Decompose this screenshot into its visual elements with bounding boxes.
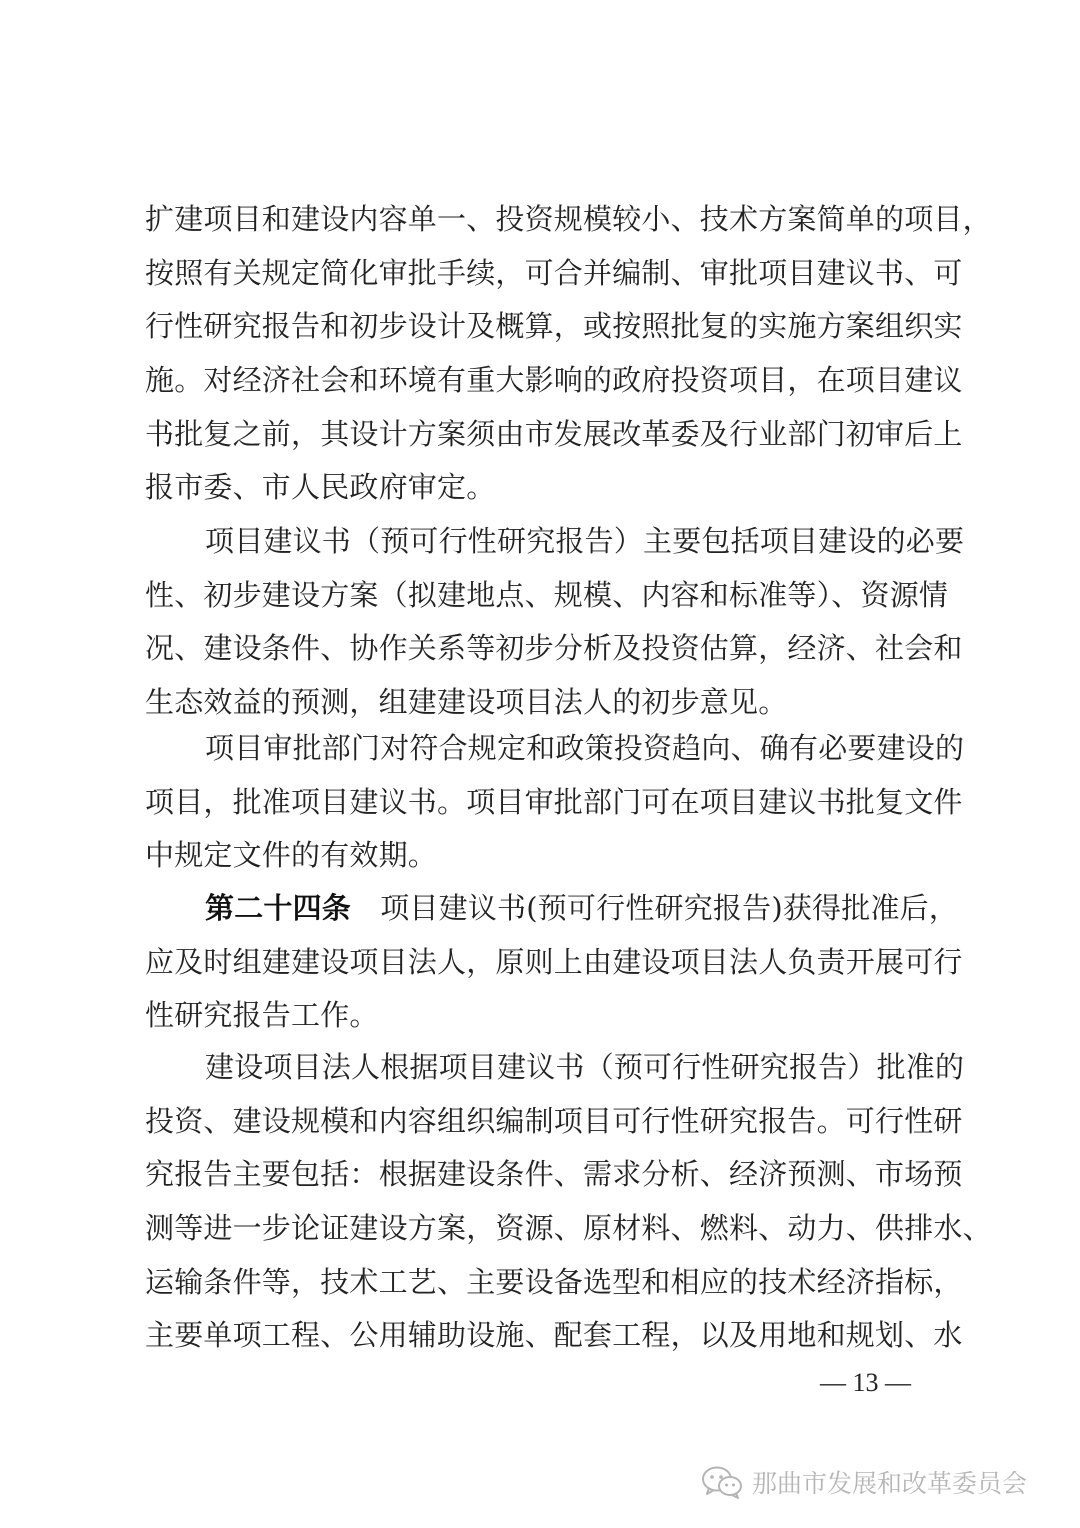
text-line: 施。对经济社会和环境有重大影响的政府投资项目，在项目建议 [145,363,963,398]
text-line: 项目建议书（预可行性研究报告）主要包括项目建设的必要 [205,524,965,558]
text-line [145,882,959,936]
text-line: 项目审批部门对符合规定和政策投资趋向、确有必要建设的 [205,731,965,765]
text-line: 投资、建设规模和内容组织编制项目可行性研究报告。可行性研 [145,1103,963,1138]
text-line: 书批复之前，其设计方案须由市发展改革委及行业部门初审后上 [145,416,963,451]
text-line: 究报告主要包括：根据建设条件、需求分析、经济预测、市场预 [145,1157,963,1192]
paragraph-2 [145,515,965,730]
text-line: 中规定文件的有效期。 [145,838,438,873]
article-label: 第二十四条 [205,891,352,925]
text-line: 应及时组建建设项目法人，原则上由建设项目法人负责开展可行 [145,944,963,979]
page-number: — 13 — [820,1368,911,1397]
article-first-line: 项目建议书(预可行性研究报告)获得批准后， [380,891,959,925]
paragraph-4 [145,882,963,1043]
text-line: 运输条件等，技术工艺、主要设备选型和相应的技术经济指标， [145,1264,963,1299]
text-line: 性、初步建设方案（拟建地点、规模、内容和标准等）、资源情 [145,577,949,612]
text-line: 性研究报告工作。 [145,998,379,1033]
watermark-text: 那曲市发展和改革委员会 [752,1469,1028,1498]
text-line: 报市委、市人民政府审定。 [145,470,496,505]
text-line: 测等进一步论证建设方案，资源、原材料、燃料、动力、供排水、 [145,1211,992,1246]
text-line: 按照有关规定简化审批手续，可合并编制、审批项目建议书、可 [145,255,963,290]
text-line: 生态效益的预测，组建建设项目法人的初步意见。 [145,685,788,720]
text-line: 行性研究报告和初步设计及概算，或按照批复的实施方案组织实 [145,309,963,344]
watermark [700,1462,1027,1502]
text-line: 扩建项目和建设内容单一、投资规模较小、技术方案简单的项目， [145,202,992,236]
text-line: 建设项目法人根据项目建议书（预可行性研究报告）批准的 [205,1050,965,1084]
wechat-icon [700,1464,744,1500]
paragraph-1 [145,193,992,515]
text-line: 项目，批准项目建议书。项目审批部门可在项目建议书批复文件 [145,784,963,819]
text-line: 主要单项工程、公用辅助设施、配套工程，以及用地和规划、水 [145,1318,963,1353]
paragraph-3 [145,722,965,883]
text-line: 况、建设条件、协作关系等初步分析及投资估算，经济、社会和 [145,631,963,666]
paragraph-5 [145,1041,992,1363]
